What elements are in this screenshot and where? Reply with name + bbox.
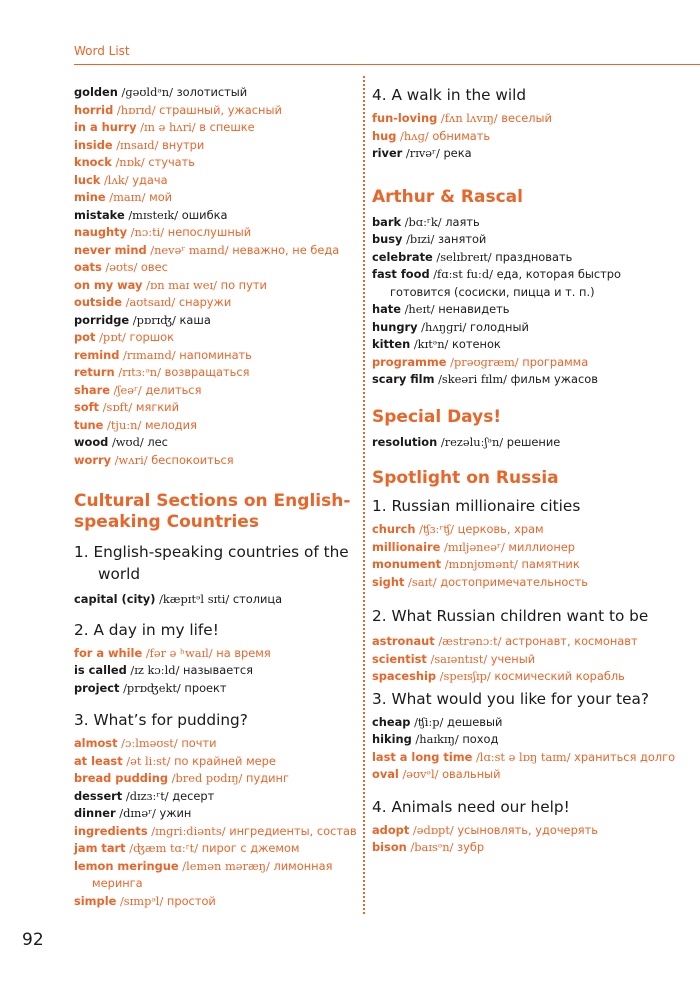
entry-translation: столица	[232, 592, 283, 606]
entry-translation: напоминать	[179, 347, 252, 362]
entry-translation: мелодия	[144, 417, 197, 432]
entry-phonetic: /ɪnsaɪd/	[116, 137, 159, 152]
entry-phonetic: /ʤæm tɑːʳt/	[129, 841, 199, 855]
entry-phonetic: /lemən məræŋ/	[182, 858, 270, 873]
entry-phonetic: /lɑːst ə lɒŋ taɪm/	[475, 749, 571, 764]
entry-phonetic: /pɒrɪʤ/	[132, 312, 176, 327]
word-entry	[372, 633, 672, 651]
entry-word: tune	[74, 417, 104, 432]
entry-phonetic: /ʧiːp/	[414, 714, 444, 729]
entry-word: hungry	[372, 319, 418, 334]
entry-word: monument	[372, 557, 442, 571]
word-entry	[74, 224, 358, 242]
entry-translation: фильм ужасов	[510, 372, 598, 386]
entry-word: in a hurry	[74, 120, 137, 134]
entry-phonetic: /kɪtᵊn/	[413, 337, 449, 351]
entry-translation: праздновать	[495, 249, 573, 264]
word-entry	[74, 172, 358, 190]
word-entry	[372, 336, 672, 354]
word-entry	[372, 749, 676, 767]
entry-word: almost	[74, 736, 118, 750]
entry-word: dinner	[74, 806, 116, 820]
entry-phonetic: /wʊd/	[111, 435, 144, 449]
entry-phonetic: /selɪbreɪt/	[436, 249, 492, 264]
word-entry	[74, 645, 358, 663]
word-entry	[372, 434, 672, 452]
word-entry	[372, 110, 672, 128]
entry-phonetic: /wʌri/	[114, 452, 148, 467]
entry-word: spaceship	[372, 669, 437, 683]
word-entry	[74, 662, 358, 680]
word-entry	[372, 714, 672, 732]
word-entry	[74, 137, 358, 155]
entry-word: bark	[372, 214, 402, 229]
entry-translation: снаружи	[178, 295, 232, 309]
entry-phonetic: /prəʊɡræm/	[450, 354, 519, 369]
entry-phonetic: /bɑːʳk/	[404, 214, 442, 229]
entry-word: remind	[74, 347, 120, 362]
entry-translation: зубр	[457, 840, 485, 854]
entry-phonetic: /rɪvəʳ/	[405, 146, 440, 160]
entry-list	[372, 822, 672, 857]
subsection-title: 2. What Russian children want to be	[372, 607, 649, 625]
entry-phonetic: /ʃeəʳ/	[113, 382, 142, 397]
entry-phonetic: /mɪljəneəʳ/	[443, 539, 505, 554]
entry-phonetic: /ʧɜːʳʧ/	[419, 522, 454, 536]
word-entry	[372, 371, 672, 389]
entry-translation: проект	[184, 680, 227, 695]
word-entry	[372, 145, 672, 163]
entry-translation: лес	[147, 435, 168, 449]
entry-word: fast food	[372, 267, 430, 281]
entry-word: millionaire	[372, 539, 441, 554]
entry-phonetic: /ɔːlməʊst/	[121, 736, 178, 750]
word-entry	[372, 839, 672, 857]
entry-word: for a while	[74, 645, 143, 660]
entry-word: church	[372, 522, 416, 536]
header-title: Word List	[74, 44, 130, 58]
entry-word: mistake	[74, 207, 125, 222]
entry-word: dessert	[74, 788, 123, 803]
entry-translation: десерт	[172, 788, 215, 803]
entry-word: hug	[372, 128, 397, 143]
word-entry	[74, 312, 358, 330]
word-entry	[74, 735, 358, 753]
subsection-title: 3. What’s for pudding?	[74, 711, 248, 729]
entry-phonetic: /fʌn lʌvɪŋ/	[440, 111, 498, 125]
word-entry	[372, 766, 672, 784]
entry-translation: золотистый	[176, 85, 248, 99]
entry-translation: неважно, не беда	[232, 242, 340, 257]
word-entry	[372, 668, 672, 686]
entry-word: naughty	[74, 225, 128, 239]
entry-translation: мягкий	[135, 400, 179, 414]
entry-word: bread pudding	[74, 771, 169, 785]
section-title-arthur: Arthur & Rascal	[372, 186, 523, 207]
entry-translation: голодный	[469, 319, 529, 334]
subsection-title: 4. Animals need our help!	[372, 797, 570, 816]
word-entry	[372, 521, 672, 539]
entry-phonetic: /lʌk/	[103, 172, 129, 187]
entry-translation: дешевый	[446, 714, 503, 729]
entry-translation: лимонная меринга	[92, 858, 333, 890]
entry-phonetic: /bred pʊdɪŋ/	[171, 771, 243, 785]
entry-word: cheap	[372, 714, 411, 729]
right-column	[372, 84, 676, 857]
entry-translation: делиться	[145, 382, 202, 397]
entry-translation: космический корабль	[494, 669, 625, 683]
entry-word: scary film	[372, 372, 435, 386]
word-entry	[74, 242, 358, 260]
entry-list	[372, 521, 672, 591]
entry-phonetic: /mɪsteɪk/	[128, 207, 179, 222]
entry-word: soft	[74, 400, 100, 414]
entry-translation: еда, которая быстро готовится (сосиски, пицца и т. п.)	[390, 267, 621, 299]
entry-phonetic: /əʊvᵊl/	[402, 767, 439, 781]
word-entry	[74, 207, 358, 225]
entry-phonetic: /pɒt/	[99, 330, 126, 344]
entry-translation: овес	[140, 260, 168, 274]
section-title-cultural: Cultural Sections on English-speaking Countries	[74, 491, 351, 532]
entry-word: luck	[74, 172, 101, 187]
entry-translation: программа	[522, 354, 589, 369]
entry-translation: церковь, храм	[457, 522, 544, 536]
entry-translation: ингредиенты, состав	[229, 823, 357, 838]
entry-word: scientist	[372, 651, 427, 666]
entry-translation: внутри	[162, 137, 205, 152]
word-entry	[74, 805, 358, 823]
entry-word: fun-loving	[372, 111, 438, 125]
entry-phonetic: /fər ə ʰwaɪl/	[145, 645, 213, 660]
word-entry	[74, 417, 358, 435]
word-entry	[372, 249, 672, 267]
entry-list	[372, 714, 676, 784]
entry-phonetic: /fɑːst fuːd/	[433, 267, 493, 281]
entry-word: busy	[372, 232, 403, 246]
entry-translation: почти	[181, 736, 217, 750]
entry-translation: по пути	[220, 277, 267, 292]
entry-word: on my way	[74, 277, 143, 292]
word-entry	[372, 731, 672, 749]
entry-phonetic: /hʌɡ/	[400, 128, 429, 143]
entry-translation: поход	[462, 732, 499, 746]
entry-phonetic: /nɒk/	[115, 155, 145, 169]
word-entry	[74, 753, 358, 771]
entry-translation: мой	[149, 190, 173, 204]
entry-phonetic: /nevəʳ maɪnd/	[150, 242, 229, 257]
entry-phonetic: /dɪnəʳ/	[119, 806, 156, 820]
entry-word: mine	[74, 190, 106, 204]
entry-word: lemon meringue	[74, 858, 179, 873]
entry-phonetic: /prɒʤekt/	[123, 680, 181, 695]
entry-phonetic: /hʌŋɡri/	[421, 319, 467, 334]
entry-word: wood	[74, 435, 109, 449]
page-number: 92	[22, 930, 44, 950]
word-entry	[74, 119, 358, 137]
entry-phonetic: /kæpɪtᵊl sɪti/	[159, 592, 230, 606]
entry-phonetic: /sɪmpᵊl/	[119, 893, 164, 908]
word-entry	[74, 364, 358, 382]
word-entry	[74, 840, 358, 858]
word-entry	[74, 347, 358, 365]
entry-phonetic: /mɒnjʊmənt/	[444, 557, 518, 571]
entry-translation: река	[443, 146, 472, 160]
entry-word: ingredients	[74, 823, 148, 838]
entry-word: outside	[74, 295, 122, 309]
entry-translation: горшок	[129, 330, 174, 344]
entry-word: never mind	[74, 242, 147, 257]
entry-translation: памятник	[521, 557, 580, 571]
entry-phonetic: /aʊtsaɪd/	[125, 295, 176, 309]
entry-phonetic: /rɪmaɪnd/	[123, 347, 176, 362]
word-entry	[372, 214, 672, 232]
entry-list	[74, 735, 358, 910]
entry-translation: называется	[183, 663, 253, 677]
entry-word: capital (city)	[74, 592, 156, 606]
entry-word: astronaut	[372, 634, 435, 648]
entry-word: inside	[74, 137, 113, 152]
entry-translation: усыновлять, удочерять	[457, 822, 598, 837]
word-entry	[372, 651, 672, 669]
entry-translation: каша	[179, 312, 211, 327]
subsection-title: 1. English-speaking countries of the world	[74, 543, 349, 583]
entry-phonetic: /tjuːn/	[107, 417, 142, 432]
word-entry	[74, 189, 358, 207]
entry-word: river	[372, 146, 403, 160]
word-entry	[372, 539, 672, 557]
entry-translation: миллионер	[508, 539, 576, 554]
word-entry	[74, 788, 358, 806]
word-entry	[372, 822, 672, 840]
subsection-title: 4. A walk in the wild	[372, 86, 527, 104]
entry-phonetic: /skeəri fɪlm/	[438, 372, 507, 386]
subsection-title: 3. What would you like for your tea?	[372, 689, 650, 708]
entry-translation: котенок	[452, 337, 501, 351]
entry-phonetic: /ɪz kɔːld/	[130, 663, 180, 677]
entry-phonetic: /əʊts/	[105, 260, 138, 274]
section-title-special: Special Days!	[372, 406, 502, 427]
entry-translation: ненавидеть	[438, 302, 510, 316]
entry-phonetic: /rɪtɜːᵊn/	[118, 365, 161, 379]
entry-list	[74, 591, 358, 609]
entry-word: project	[74, 680, 120, 695]
word-entry	[74, 823, 358, 841]
subsection-title: 2. A day in my life!	[74, 620, 219, 639]
subsection-title: 1. Russian millionaire cities	[372, 497, 581, 515]
entry-list	[372, 110, 672, 163]
entry-translation: по крайней мере	[174, 753, 276, 768]
section-title-russia: Spotlight on Russia	[372, 468, 559, 488]
word-entry	[74, 154, 358, 172]
word-entry	[74, 858, 358, 893]
entry-translation: пудинг	[246, 771, 289, 785]
word-entry	[372, 266, 672, 301]
entry-word: resolution	[372, 434, 438, 449]
entry-phonetic: /hɒrɪd/	[116, 102, 156, 117]
entry-word: share	[74, 382, 110, 397]
entry-translation: овальный	[442, 767, 501, 781]
entry-phonetic: /saɪəntɪst/	[430, 651, 488, 666]
entry-phonetic: /nɔːti/	[130, 225, 165, 239]
word-entry	[74, 680, 358, 698]
entry-translation: храниться долго	[574, 749, 676, 764]
word-entry	[372, 231, 672, 249]
entry-phonetic: /bɪzi/	[406, 232, 435, 246]
header-rule	[74, 64, 700, 65]
entry-translation: решение	[506, 434, 561, 449]
entry-list	[372, 633, 672, 686]
entry-list	[372, 434, 672, 452]
word-entry	[372, 128, 672, 146]
entry-word: horrid	[74, 102, 114, 117]
entry-word: last a long time	[372, 749, 473, 764]
entry-word: knock	[74, 155, 112, 169]
entry-translation: обнимать	[432, 128, 491, 143]
entry-word: hiking	[372, 732, 412, 746]
entry-translation: астронавт, космонавт	[505, 634, 638, 648]
entry-word: return	[74, 365, 115, 379]
entry-word: pot	[74, 330, 96, 344]
entry-translation: лаять	[445, 214, 480, 229]
entry-translation: веселый	[501, 111, 552, 125]
entry-phonetic: /saɪt/	[408, 574, 437, 589]
word-entry	[74, 434, 358, 452]
entry-word: adopt	[372, 822, 410, 837]
entry-word: celebrate	[372, 249, 433, 264]
entry-phonetic: /ɪnɡriːdiənts/	[151, 823, 226, 838]
entry-phonetic: /dɪzɜːʳt/	[125, 788, 169, 803]
entry-translation: ученый	[490, 651, 536, 666]
column-divider	[363, 76, 365, 914]
entry-phonetic: /speɪsʃɪp/	[439, 669, 491, 683]
word-entry	[74, 277, 358, 295]
entry-phonetic: /æstrənɔːt/	[438, 634, 502, 648]
word-entry	[372, 319, 672, 337]
entry-word: programme	[372, 354, 447, 369]
word-entry	[74, 399, 358, 417]
entry-phonetic: /ɡəʊldᵊn/	[121, 85, 173, 99]
entry-word: hate	[372, 302, 401, 316]
word-entry	[74, 893, 358, 911]
word-entry	[74, 382, 358, 400]
word-entry	[74, 294, 358, 312]
word-entry	[74, 102, 358, 120]
entry-translation: на время	[216, 645, 271, 660]
entry-translation: ужин	[159, 806, 192, 820]
entry-list	[74, 84, 358, 469]
entry-phonetic: /haɪkɪŋ/	[415, 732, 459, 746]
word-entry	[74, 770, 358, 788]
entry-word: oval	[372, 767, 399, 781]
entry-phonetic: /baɪsᵊn/	[410, 840, 454, 854]
entry-phonetic: /heɪt/	[404, 302, 435, 316]
entry-word: oats	[74, 260, 102, 274]
entry-word: worry	[74, 452, 112, 467]
entry-phonetic: /ɒn maɪ weɪ/	[146, 277, 217, 292]
entry-list	[74, 645, 358, 698]
word-entry	[74, 84, 358, 102]
entry-word: sight	[372, 574, 405, 589]
entry-phonetic: /ət liːst/	[126, 753, 171, 768]
word-entry	[372, 574, 672, 592]
entry-translation: в спешке	[199, 120, 255, 134]
word-entry	[74, 452, 358, 470]
entry-word: is called	[74, 663, 127, 677]
entry-word: golden	[74, 85, 118, 99]
entry-word: at least	[74, 753, 123, 768]
entry-translation: пирог с джемом	[201, 841, 300, 855]
entry-translation: занятой	[437, 232, 487, 246]
entry-translation: удача	[132, 172, 168, 187]
entry-list	[372, 214, 672, 389]
word-entry	[372, 301, 672, 319]
word-entry	[74, 591, 358, 609]
entry-translation: ошибка	[181, 207, 228, 222]
entry-word: porridge	[74, 312, 130, 327]
word-entry	[74, 259, 358, 277]
entry-phonetic: /sɒft/	[102, 400, 133, 414]
entry-word: bison	[372, 840, 407, 854]
left-column	[74, 84, 358, 910]
entry-word: jam tart	[74, 841, 126, 855]
entry-translation: возвращаться	[164, 365, 250, 379]
entry-translation: беспокоиться	[151, 452, 234, 467]
entry-translation: простой	[166, 893, 216, 908]
entry-translation: страшный, ужасный	[159, 102, 282, 117]
word-entry	[372, 556, 672, 574]
word-entry	[372, 354, 672, 372]
entry-word: simple	[74, 893, 117, 908]
entry-word: kitten	[372, 337, 411, 351]
entry-phonetic: /maɪn/	[109, 190, 146, 204]
entry-phonetic: /ədɒpt/	[412, 822, 454, 837]
entry-phonetic: /rezəluːʃᵊn/	[440, 434, 504, 449]
entry-phonetic: /ɪn ə hʌri/	[140, 120, 196, 134]
entry-translation: непослушный	[167, 225, 252, 239]
word-entry	[74, 329, 358, 347]
entry-translation: достопримечательность	[440, 574, 588, 589]
entry-translation: стучать	[148, 155, 196, 169]
